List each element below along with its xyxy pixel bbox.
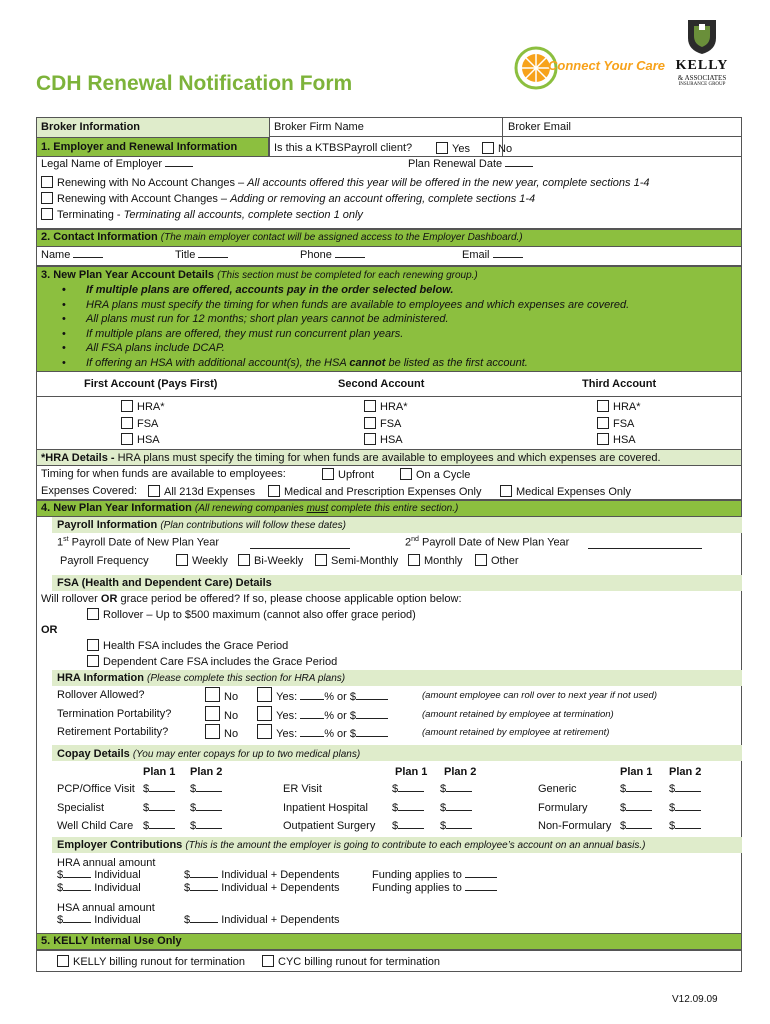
version-label: V12.09.09 <box>672 994 718 1005</box>
first-fsa[interactable]: FSA <box>121 416 165 433</box>
copay-field[interactable]: $ <box>440 783 472 795</box>
second-payroll-field[interactable] <box>588 548 702 549</box>
bullet-3: • All plans must run for 12 months; short plan years cannot be administered. <box>86 312 629 327</box>
rollover-note: (amount employee can roll over to next year if not used) <box>422 690 657 701</box>
copay-col-plan1-a: Plan 1 <box>143 766 176 778</box>
bullet-5: • All FSA plans include DCAP. <box>86 341 629 356</box>
hra-annual-label: HRA annual amount <box>57 857 156 869</box>
section3-bullets <box>86 283 629 370</box>
freq-biweekly[interactable]: Bi-Weekly <box>238 554 303 567</box>
hra-info-title: HRA Information <box>57 672 144 684</box>
hra-term-row: No Yes: % or $ <box>205 706 388 722</box>
exp-med-rx-option[interactable]: Medical and Prescription Expenses Only <box>268 485 481 498</box>
third-hra[interactable]: HRA* <box>597 399 641 416</box>
copay-field[interactable]: $ <box>143 802 175 814</box>
bullet-4: • If multiple plans are offered, they must run concurrent plan years. <box>86 327 629 342</box>
cyc-billing-option[interactable]: CYC billing runout for termination <box>262 955 440 968</box>
copay-pcp-label: PCP/Office Visit <box>57 783 135 795</box>
contact-title: Title <box>175 249 228 261</box>
payroll-info-title: Payroll Information <box>57 519 158 531</box>
kelly-text: KELLY <box>675 58 729 73</box>
expenses-label: Expenses Covered: <box>41 485 137 497</box>
option-with-changes[interactable]: Renewing with Account Changes – Adding or removing an account offering, complete sections 1-4 <box>41 192 535 205</box>
term-port-label: Termination Portability? <box>57 708 172 720</box>
contact-email: Email <box>462 249 523 261</box>
col-first-account: First Account (Pays First) <box>84 378 218 390</box>
exp-213d-option[interactable]: All 213d Expenses <box>148 485 255 498</box>
rollover-yes-checkbox[interactable] <box>257 687 272 702</box>
third-hsa[interactable]: HSA <box>597 432 641 449</box>
grace-health-option[interactable]: Health FSA includes the Grace Period <box>87 639 288 652</box>
ret-note: (amount retained by employee at retirement) <box>422 727 610 738</box>
kelly-sub2: INSURANCE GROUP <box>678 82 726 87</box>
broker-info-label: Broker Information <box>41 121 141 133</box>
copay-inpatient-label: Inpatient Hospital <box>283 802 368 814</box>
third-fsa[interactable]: FSA <box>597 416 641 433</box>
freq-monthly[interactable]: Monthly <box>408 554 463 567</box>
second-hsa[interactable]: HSA <box>364 432 408 449</box>
copay-outpatient-label: Outpatient Surgery <box>283 820 376 832</box>
copay-wellchild-label: Well Child Care <box>57 820 134 832</box>
copay-field[interactable]: $ <box>392 820 424 832</box>
ret-yes-checkbox[interactable] <box>257 724 272 739</box>
hra-ret-row: No Yes: % or $ <box>205 724 388 740</box>
timing-label: Timing for when funds are available to employees: <box>41 468 286 480</box>
copay-field[interactable]: $ <box>669 783 701 795</box>
copay-col-plan2-c: Plan 2 <box>669 766 702 778</box>
kelly-billing-option[interactable]: KELLY billing runout for termination <box>57 955 245 968</box>
copay-col-plan2-b: Plan 2 <box>444 766 477 778</box>
first-hra[interactable]: HRA* <box>121 399 165 416</box>
copay-formulary-label: Formulary <box>538 802 588 814</box>
contact-name: Name <box>41 249 103 261</box>
freq-weekly[interactable]: Weekly <box>176 554 228 567</box>
ktbs-no-checkbox[interactable] <box>482 142 494 154</box>
grace-dependent-option[interactable]: Dependent Care FSA includes the Grace Period <box>87 655 337 668</box>
term-yes-checkbox[interactable] <box>257 706 272 721</box>
copay-col-plan1-b: Plan 1 <box>395 766 428 778</box>
second-payroll-label: 2nd Payroll Date of New Plan Year <box>405 536 570 549</box>
payroll-freq-label: Payroll Frequency <box>60 555 149 567</box>
plan-renewal-label: Plan Renewal Date <box>408 158 533 170</box>
hra-details-text: HRA plans must specify the timing for when funds are available to employees and which expenses are covered. <box>117 452 661 464</box>
ktbs-yes-checkbox[interactable] <box>436 142 448 154</box>
rollover-allowed-label: Rollover Allowed? <box>57 689 145 701</box>
ktbs-no[interactable]: No <box>482 142 512 155</box>
copay-field[interactable]: $ <box>620 783 652 795</box>
second-account-options <box>364 399 408 449</box>
broker-email-label: Broker Email <box>508 121 571 133</box>
upfront-option[interactable]: Upfront <box>322 468 374 481</box>
section4-note: (All renewing companies must complete this entire section.) <box>194 503 459 514</box>
ktbs-question: Is this a KTBSPayroll client? <box>274 142 413 154</box>
copay-er-label: ER Visit <box>283 783 322 795</box>
copay-field[interactable]: $ <box>669 820 701 832</box>
contrib-note: (This is the amount the employer is going to contribute to each employee’s account on an annual basis.) <box>185 840 646 851</box>
hra-annual-grid: $ Individual $ Individual <box>57 869 141 894</box>
ktbs-yes[interactable]: Yes <box>436 142 470 155</box>
copay-nonformulary-label: Non-Formulary <box>538 820 612 832</box>
hra-info-note: (Please complete this section for HRA plans) <box>147 673 346 684</box>
second-hra[interactable]: HRA* <box>364 399 408 416</box>
contrib-title: Employer Contributions <box>57 839 183 851</box>
on-cycle-option[interactable]: On a Cycle <box>400 468 470 481</box>
contact-row <box>36 247 742 266</box>
col-third-account: Third Account <box>582 378 657 390</box>
broker-firm-label: Broker Firm Name <box>274 121 364 133</box>
ret-no-checkbox[interactable] <box>205 724 220 739</box>
hsa-ind-dep[interactable]: $ Individual + Dependents <box>184 914 340 926</box>
funding-applies: Funding applies to Funding applies to <box>372 869 497 895</box>
bullet-2: • HRA plans must specify the timing for when funds are available to employees and which expenses are covered. <box>86 298 629 313</box>
copay-note: (You may enter copays for up to two medical plans) <box>132 749 361 760</box>
legal-name-field[interactable] <box>165 166 193 167</box>
section3-note: (This section must be completed for each renewing group.) <box>217 270 478 281</box>
or-label: OR <box>41 624 58 636</box>
col-second-account: Second Account <box>338 378 425 390</box>
copay-field[interactable]: $ <box>440 802 472 814</box>
copay-generic-label: Generic <box>538 783 577 795</box>
copay-field[interactable]: $ <box>190 802 222 814</box>
copay-field[interactable]: $ <box>669 802 701 814</box>
second-fsa[interactable]: FSA <box>364 416 408 433</box>
legal-name-label: Legal Name of Employer <box>41 158 193 170</box>
fsa-details-title: FSA (Health and Dependent Care) Details <box>57 577 272 589</box>
connect-your-care-logo <box>512 42 666 94</box>
contact-phone: Phone <box>300 249 365 261</box>
copay-field[interactable]: $ <box>190 783 222 795</box>
first-payroll-field[interactable] <box>250 548 350 549</box>
option-no-changes[interactable]: Renewing with No Account Changes – All accounts offered this year will be offered in the new year, complete sections 1-4 <box>41 176 650 189</box>
page-title: CDH Renewal Notification Form <box>36 72 353 95</box>
term-note: (amount retained by employee at termination) <box>422 709 614 720</box>
copay-field[interactable]: $ <box>440 820 472 832</box>
freq-other[interactable]: Other <box>475 554 519 567</box>
first-account-options <box>121 399 165 449</box>
kelly-sub1: & ASSOCIATES <box>677 74 727 82</box>
section2-title: 2. Contact Information <box>41 231 158 243</box>
bullet-1: • If multiple plans are offered, accounts pay in the order selected below. <box>86 283 629 298</box>
hsa-annual-label: HSA annual amount <box>57 902 155 914</box>
rollover-no-checkbox[interactable] <box>205 687 220 702</box>
third-account-options <box>597 399 641 449</box>
kelly-logo <box>672 16 732 96</box>
copay-field[interactable]: $ <box>190 820 222 832</box>
first-hsa[interactable]: HSA <box>121 432 165 449</box>
first-payroll-label: 1st Payroll Date of New Plan Year <box>57 536 219 549</box>
copay-field[interactable]: $ <box>620 820 652 832</box>
hra-annual-dep: $ Individual + Dependents $ Individual + Dependents <box>184 869 340 894</box>
bullet-6: • If offering an HSA with additional account(s), the HSA cannot be listed as the first account. <box>86 356 629 371</box>
ret-port-label: Retirement Portability? <box>57 726 169 738</box>
term-no-checkbox[interactable] <box>205 706 220 721</box>
copay-specialist-label: Specialist <box>57 802 105 814</box>
hsa-individual[interactable]: $ Individual <box>57 914 141 926</box>
copay-field[interactable]: $ <box>392 783 424 795</box>
section2-note: (The main employer contact will be assigned access to the Employer Dashboard.) <box>160 232 523 243</box>
kelly-crest-icon <box>684 16 720 56</box>
freq-semimonthly[interactable]: Semi-Monthly <box>315 554 398 567</box>
copay-field[interactable]: $ <box>392 802 424 814</box>
copay-field[interactable]: $ <box>143 783 175 795</box>
copay-col-plan1-c: Plan 1 <box>620 766 653 778</box>
payroll-info-note: (Plan contributions will follow these dates) <box>160 520 346 531</box>
option-terminating[interactable]: Terminating - Terminating all accounts, complete section 1 only <box>41 208 363 221</box>
hra-rollover-row: No Yes: % or $ <box>205 687 388 703</box>
rollover-option[interactable]: Rollover – Up to $500 maximum (cannot also offer grace period) <box>87 608 416 621</box>
copay-field[interactable]: $ <box>620 802 652 814</box>
section5-title: 5. KELLY Internal Use Only <box>41 935 182 947</box>
copay-col-plan2-a: Plan 2 <box>190 766 223 778</box>
copay-field[interactable]: $ <box>143 820 175 832</box>
hra-details-label: *HRA Details - <box>41 452 118 464</box>
exp-med-only-option[interactable]: Medical Expenses Only <box>500 485 631 498</box>
copay-title: Copay Details <box>57 748 130 760</box>
connect-your-care-text: Connect Your Care <box>548 58 666 73</box>
section3-title: 3. New Plan Year Account Details <box>41 269 215 281</box>
plan-renewal-field[interactable] <box>505 166 533 167</box>
section4-title: 4. New Plan Year Information <box>41 502 192 514</box>
section1-title: 1. Employer and Renewal Information <box>41 141 238 153</box>
rollover-question: Will rollover OR grace period be offered? If so, please choose applicable option below: <box>41 593 462 605</box>
